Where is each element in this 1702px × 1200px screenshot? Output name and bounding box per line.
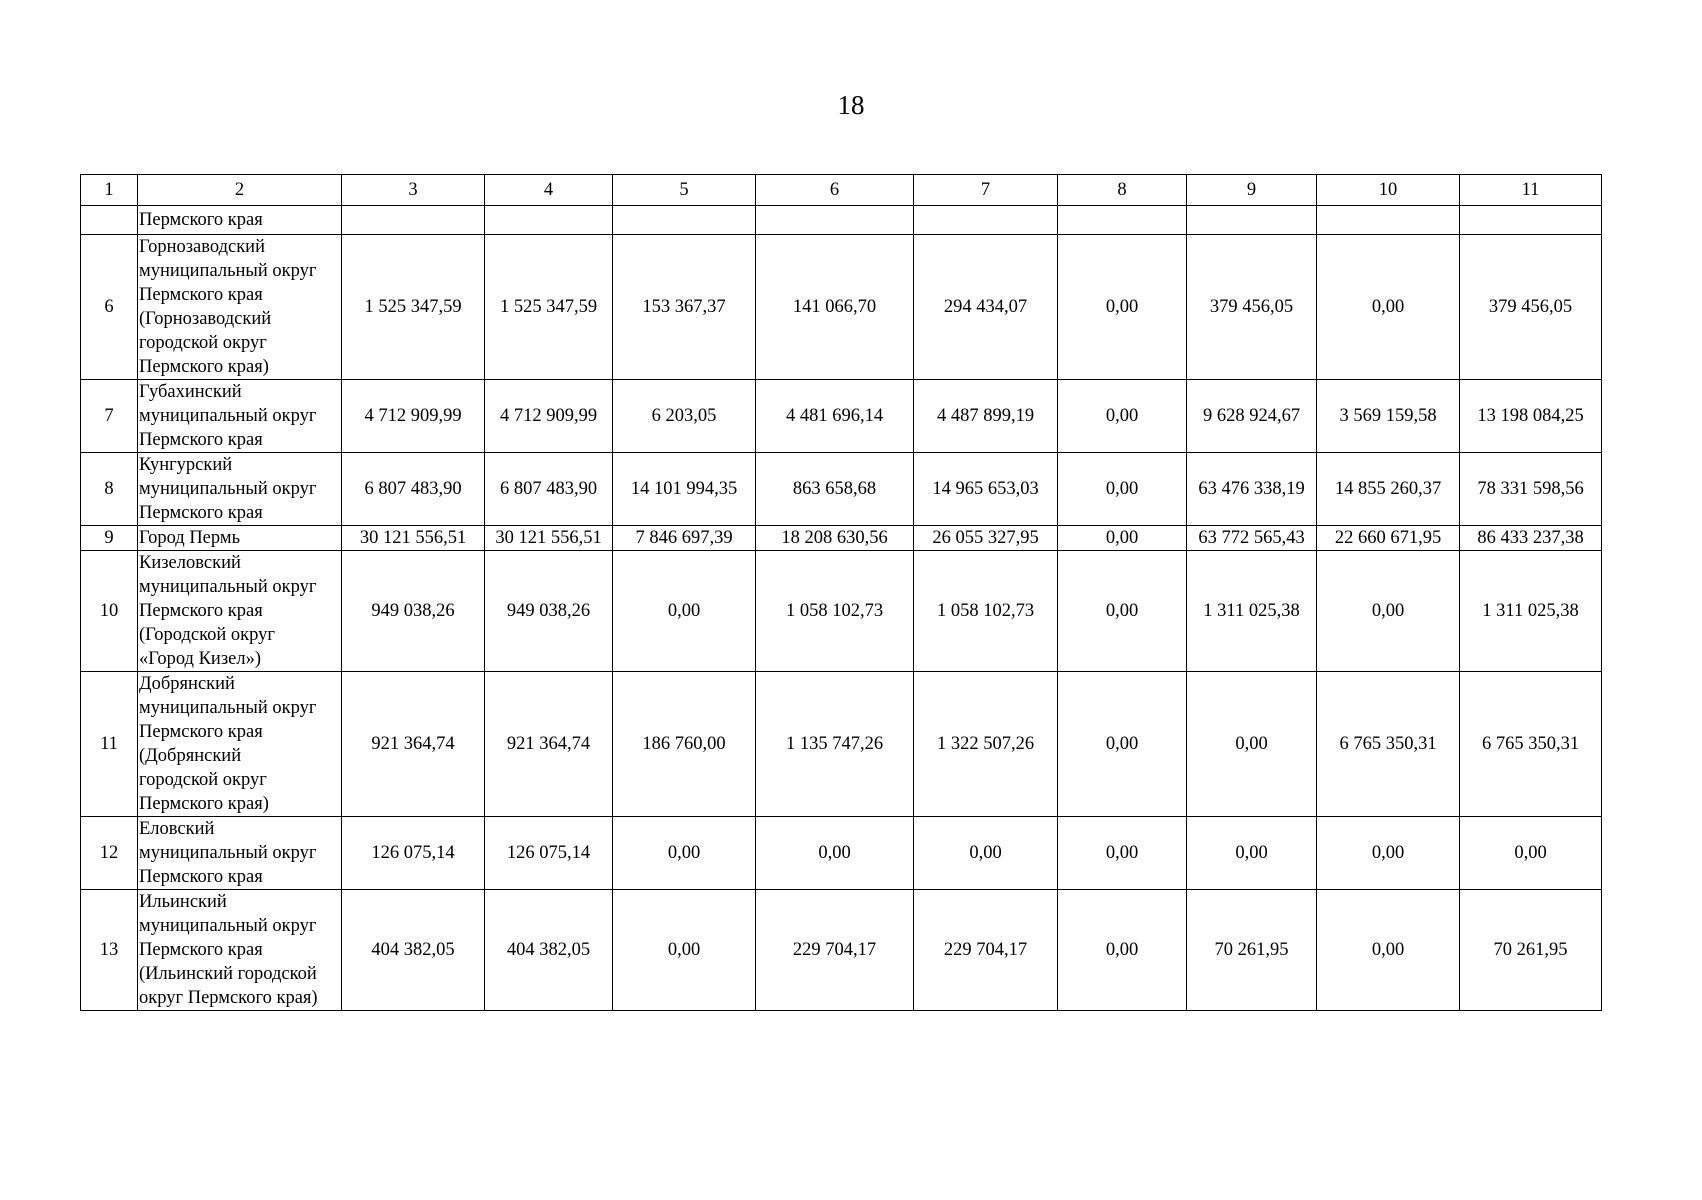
- municipality-name-line: Пермского края): [139, 794, 269, 814]
- municipality-name-cell: [138, 890, 342, 1011]
- table-row: [81, 453, 1602, 526]
- municipality-name-line: муниципальный округ: [139, 916, 317, 936]
- municipality-name-line: Губахинский: [139, 382, 242, 402]
- row-number-cell: 10: [81, 551, 138, 672]
- value-cell: 1 058 102,73: [756, 551, 914, 672]
- row-number-cell: 8: [81, 453, 138, 526]
- column-number: 11: [1460, 175, 1602, 206]
- municipality-name-cell: [138, 526, 342, 551]
- value-cell: 0,00: [1058, 672, 1187, 817]
- municipality-name-line: Пермского края: [139, 430, 263, 450]
- value-cell: 294 434,07: [914, 235, 1058, 380]
- row-number-cell: 7: [81, 380, 138, 453]
- table-row: [81, 235, 1602, 380]
- value-cell: 0,00: [1460, 817, 1602, 890]
- value-cell: [1317, 206, 1460, 235]
- municipality-name-line: муниципальный округ: [139, 261, 317, 281]
- value-cell: 4 481 696,14: [756, 380, 914, 453]
- municipality-name-cell: [138, 817, 342, 890]
- column-number: 9: [1187, 175, 1317, 206]
- value-cell: [342, 206, 485, 235]
- value-cell: [756, 206, 914, 235]
- value-cell: 9 628 924,67: [1187, 380, 1317, 453]
- value-cell: 1 311 025,38: [1460, 551, 1602, 672]
- value-cell: 30 121 556,51: [342, 526, 485, 551]
- table-row: [81, 206, 1602, 235]
- value-cell: 0,00: [756, 817, 914, 890]
- municipality-name-line: Пермского края: [139, 867, 263, 887]
- value-cell: 0,00: [1317, 890, 1460, 1011]
- value-cell: 6 807 483,90: [342, 453, 485, 526]
- value-cell: [1460, 206, 1602, 235]
- value-cell: 0,00: [613, 551, 756, 672]
- value-cell: 0,00: [914, 817, 1058, 890]
- municipality-name-line: муниципальный округ: [139, 406, 317, 426]
- row-number-cell: 11: [81, 672, 138, 817]
- table-row: [81, 890, 1602, 1011]
- value-cell: 6 807 483,90: [485, 453, 613, 526]
- municipality-name-line: Горнозаводский: [139, 237, 265, 257]
- value-cell: 70 261,95: [1460, 890, 1602, 1011]
- column-number-row: [81, 175, 1602, 206]
- municipality-name-line: (Городской округ: [139, 625, 275, 645]
- column-number: 4: [485, 175, 613, 206]
- municipality-name-cell: [138, 380, 342, 453]
- value-cell: 0,00: [1187, 817, 1317, 890]
- value-cell: 921 364,74: [342, 672, 485, 817]
- column-number: 5: [613, 175, 756, 206]
- value-cell: 63 772 565,43: [1187, 526, 1317, 551]
- municipality-name-line: Пермского края: [139, 285, 263, 305]
- value-cell: 0,00: [1058, 453, 1187, 526]
- municipality-name-line: Еловский: [139, 819, 215, 839]
- value-cell: 4 487 899,19: [914, 380, 1058, 453]
- value-cell: 949 038,26: [342, 551, 485, 672]
- municipality-name-line: округ Пермского края): [139, 988, 318, 1008]
- page-number: 18: [837, 90, 865, 120]
- value-cell: 0,00: [1317, 817, 1460, 890]
- value-cell: 0,00: [1317, 551, 1460, 672]
- value-cell: 1 135 747,26: [756, 672, 914, 817]
- municipality-name-cell: [138, 235, 342, 380]
- table-row: [81, 817, 1602, 890]
- municipal-data-table: [80, 174, 1602, 1011]
- value-cell: 7 846 697,39: [613, 526, 756, 551]
- value-cell: 6 765 350,31: [1317, 672, 1460, 817]
- value-cell: 229 704,17: [914, 890, 1058, 1011]
- municipality-name-line: Кунгурский: [139, 455, 233, 475]
- value-cell: 1 525 347,59: [342, 235, 485, 380]
- value-cell: 70 261,95: [1187, 890, 1317, 1011]
- value-cell: 0,00: [1317, 235, 1460, 380]
- value-cell: 126 075,14: [485, 817, 613, 890]
- municipality-name-line: Кизеловский: [139, 553, 241, 573]
- value-cell: 18 208 630,56: [756, 526, 914, 551]
- value-cell: 404 382,05: [342, 890, 485, 1011]
- municipality-name-line: Город Пермь: [139, 528, 241, 548]
- value-cell: 6 203,05: [613, 380, 756, 453]
- value-cell: 0,00: [1058, 890, 1187, 1011]
- value-cell: 0,00: [1058, 526, 1187, 551]
- municipality-name-line: Пермского края): [139, 357, 269, 377]
- value-cell: 0,00: [1058, 817, 1187, 890]
- column-number: 3: [342, 175, 485, 206]
- table-body: [81, 175, 1602, 1011]
- column-number: 7: [914, 175, 1058, 206]
- municipality-name-line: Пермского края: [139, 601, 263, 621]
- value-cell: 921 364,74: [485, 672, 613, 817]
- value-cell: 6 765 350,31: [1460, 672, 1602, 817]
- value-cell: 86 433 237,38: [1460, 526, 1602, 551]
- municipality-name-line: «Город Кизел»): [139, 649, 261, 669]
- row-number-cell: 12: [81, 817, 138, 890]
- municipality-name-line: Пермского края: [139, 722, 263, 742]
- municipality-name-line: Пермского края: [139, 503, 263, 523]
- value-cell: 949 038,26: [485, 551, 613, 672]
- value-cell: 1 525 347,59: [485, 235, 613, 380]
- table-row: [81, 551, 1602, 672]
- value-cell: 63 476 338,19: [1187, 453, 1317, 526]
- row-number-cell: 9: [81, 526, 138, 551]
- row-number-cell: 13: [81, 890, 138, 1011]
- municipality-name-line: городской округ: [139, 333, 267, 353]
- municipality-name-line: (Ильинский городской: [139, 964, 317, 984]
- value-cell: 126 075,14: [342, 817, 485, 890]
- value-cell: 4 712 909,99: [342, 380, 485, 453]
- table-row: [81, 672, 1602, 817]
- value-cell: [613, 206, 756, 235]
- value-cell: 0,00: [1058, 380, 1187, 453]
- row-number-cell: [81, 206, 138, 235]
- value-cell: 30 121 556,51: [485, 526, 613, 551]
- value-cell: 404 382,05: [485, 890, 613, 1011]
- value-cell: [1058, 206, 1187, 235]
- value-cell: [485, 206, 613, 235]
- value-cell: 379 456,05: [1187, 235, 1317, 380]
- municipality-name-line: Добрянский: [139, 674, 235, 694]
- value-cell: 13 198 084,25: [1460, 380, 1602, 453]
- value-cell: 14 101 994,35: [613, 453, 756, 526]
- municipality-name-line: (Горнозаводский: [139, 309, 272, 329]
- value-cell: 26 055 327,95: [914, 526, 1058, 551]
- value-cell: 0,00: [613, 890, 756, 1011]
- column-number: 1: [81, 175, 138, 206]
- municipality-name-line: (Добрянский: [139, 746, 242, 766]
- municipality-name-cell: [138, 672, 342, 817]
- value-cell: 14 965 653,03: [914, 453, 1058, 526]
- table-row: [81, 380, 1602, 453]
- municipality-name-cell: [138, 206, 342, 235]
- municipality-name-line: муниципальный округ: [139, 698, 317, 718]
- value-cell: 229 704,17: [756, 890, 914, 1011]
- municipality-name-line: Ильинский: [139, 892, 227, 912]
- value-cell: 1 058 102,73: [914, 551, 1058, 672]
- value-cell: 141 066,70: [756, 235, 914, 380]
- municipality-name-line: Пермского края: [139, 210, 263, 230]
- column-number: 8: [1058, 175, 1187, 206]
- municipality-name-line: муниципальный округ: [139, 843, 317, 863]
- municipality-name-line: городской округ: [139, 770, 267, 790]
- value-cell: 1 322 507,26: [914, 672, 1058, 817]
- value-cell: [1187, 206, 1317, 235]
- municipality-name-line: муниципальный округ: [139, 479, 317, 499]
- value-cell: 0,00: [613, 817, 756, 890]
- value-cell: 22 660 671,95: [1317, 526, 1460, 551]
- value-cell: 4 712 909,99: [485, 380, 613, 453]
- value-cell: 0,00: [1187, 672, 1317, 817]
- value-cell: 186 760,00: [613, 672, 756, 817]
- value-cell: [914, 206, 1058, 235]
- value-cell: 78 331 598,56: [1460, 453, 1602, 526]
- column-number: 10: [1317, 175, 1460, 206]
- column-number: 6: [756, 175, 914, 206]
- value-cell: 3 569 159,58: [1317, 380, 1460, 453]
- municipality-name-cell: [138, 453, 342, 526]
- value-cell: 863 658,68: [756, 453, 914, 526]
- value-cell: 379 456,05: [1460, 235, 1602, 380]
- value-cell: 153 367,37: [613, 235, 756, 380]
- value-cell: 14 855 260,37: [1317, 453, 1460, 526]
- municipality-name-line: муниципальный округ: [139, 577, 317, 597]
- column-number: 2: [138, 175, 342, 206]
- table-row: [81, 526, 1602, 551]
- row-number-cell: 6: [81, 235, 138, 380]
- value-cell: 0,00: [1058, 551, 1187, 672]
- value-cell: 0,00: [1058, 235, 1187, 380]
- municipality-name-cell: [138, 551, 342, 672]
- value-cell: 1 311 025,38: [1187, 551, 1317, 672]
- municipality-name-line: Пермского края: [139, 940, 263, 960]
